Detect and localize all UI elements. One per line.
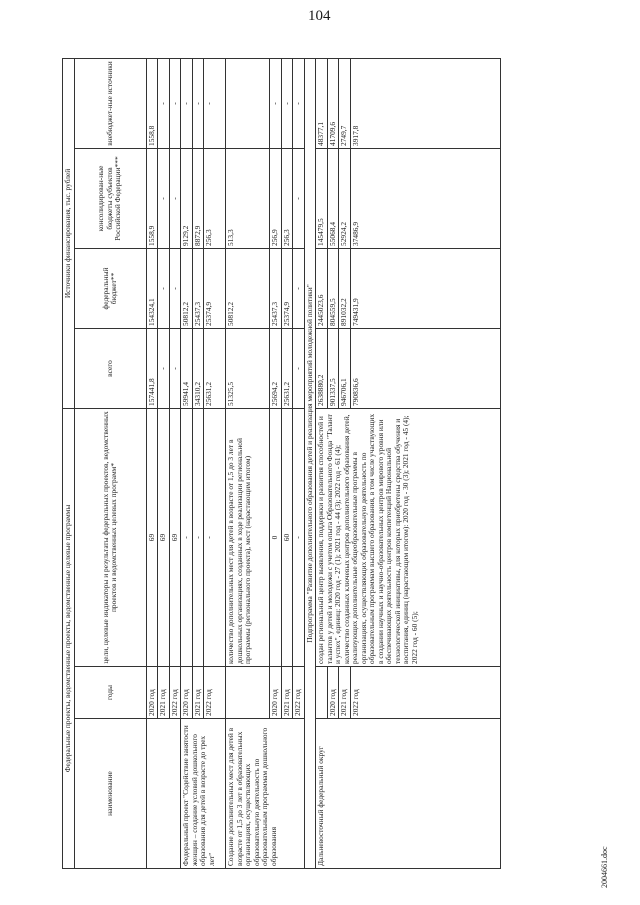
total-cell: - [293, 328, 305, 408]
goal-cell: - [204, 408, 226, 666]
year-cell: 2021 год [281, 667, 293, 719]
regional-cell: 37486,9 [350, 148, 500, 248]
federal-cell: 50812,2 [226, 248, 270, 328]
regional-cell: 145479,5 [316, 148, 328, 248]
regional-cell: 9129,2 [181, 148, 193, 248]
total-cell: 34310,2 [192, 328, 204, 408]
federal-cell: 50812,2 [181, 248, 193, 328]
total-cell: - [158, 328, 170, 408]
regional-cell: 55068,4 [327, 148, 339, 248]
federal-cell: 804559,5 [327, 248, 339, 328]
federal-cell: 25374,9 [204, 248, 226, 328]
total-cell: 51325,5 [226, 328, 270, 408]
goal-cell: 60 [281, 408, 293, 666]
col-extrabudget: внебюджет-ные источники [74, 58, 146, 148]
goal-cell: 0 [270, 408, 282, 666]
footer-filename: 2004661.doc [600, 846, 609, 888]
year-cell: 2022 год [293, 667, 305, 719]
federal-cell: 25437,3 [192, 248, 204, 328]
total-cell: 790836,6 [350, 328, 500, 408]
subprogram-row [304, 58, 316, 868]
year-cell: 2021 год [158, 667, 170, 719]
year-cell: 2022 год [169, 667, 181, 719]
header-group-left: Федеральные проекты, ведомственные проекты, ведомственные целевые программы [63, 408, 75, 868]
regional-cell: 513,3 [226, 148, 270, 248]
year-cell: 2020 год [327, 667, 339, 719]
project-name: Федеральный проект "Содействие занятости женщин – создание условий дошкольного образования для детей в возрасте до трех лет" [181, 719, 226, 869]
table-row [146, 58, 158, 868]
regional-cell: 1558,9 [146, 148, 158, 248]
col-total: всего [74, 328, 146, 408]
extrabudget-cell: - [181, 58, 193, 148]
extrabudget-cell: 48377,1 [316, 58, 328, 148]
regional-cell: - [158, 148, 170, 248]
goal-text: количество дополнительных мест для детей в возрасте от 1,5 до 3 лет в дошкольных организациях, созданных в ходе реализации региональной программы (регионального проекта), мест (нарастающим итогом) [226, 408, 270, 666]
extrabudget-cell: - [204, 58, 226, 148]
federal-cell: 749431,9 [350, 248, 500, 328]
total-cell: 25631,2 [204, 328, 226, 408]
extrabudget-cell: - [281, 58, 293, 148]
project-name: Создание дополнительных мест для детей в возрасте от 1,5 до 3 лет в образовательных организациях, осуществляющих образовательную деятельность по образовательным программам дошкольного образования [226, 719, 305, 869]
year-cell: 2020 год [146, 667, 158, 719]
federal-cell: 154324,1 [146, 248, 158, 328]
regional-cell: - [293, 148, 305, 248]
header-group-right: Источники финансирования, тыс. рублей [63, 58, 75, 408]
table-row [158, 58, 170, 868]
extrabudget-cell: 41709,6 [327, 58, 339, 148]
goal-cell: - [192, 408, 204, 666]
federal-cell: - [169, 248, 181, 328]
year-cell: 2020 год [181, 667, 193, 719]
federal-cell: - [293, 248, 305, 328]
federal-cell: 891032,2 [339, 248, 351, 328]
regional-cell: 256,3 [281, 148, 293, 248]
total-cell: 946706,1 [339, 328, 351, 408]
regional-cell: 8872,9 [192, 148, 204, 248]
table-row [169, 58, 181, 868]
year-cell: 2020 год [270, 667, 282, 719]
table-row [316, 58, 328, 868]
district-name: Дальневосточный федеральный округ [316, 719, 501, 869]
federal-cell: 2445023,6 [316, 248, 328, 328]
goal-cell: - [293, 408, 305, 666]
total-cell: 59941,4 [181, 328, 193, 408]
total-cell: 901337,5 [327, 328, 339, 408]
extrabudget-cell: - [169, 58, 181, 148]
total-cell: - [169, 328, 181, 408]
regional-cell: 256,9 [270, 148, 282, 248]
year-cell: 2022 год [204, 667, 226, 719]
rotated-table-wrapper [62, 59, 622, 869]
goal-cell: - [181, 408, 193, 666]
col-goals: цели, целевые индикаторы и результаты федеральных проектов, ведомственных проектов и ведомственных целевых программ* [74, 408, 146, 666]
financing-table [62, 58, 501, 869]
extrabudget-cell: - [192, 58, 204, 148]
total-cell: 157441,8 [146, 328, 158, 408]
extrabudget-cell: - [158, 58, 170, 148]
subprogram-title: Подпрограмма "Развитие дополнительного образования детей и реализация мероприятий молодежной политики" [304, 58, 316, 868]
extrabudget-cell: 2749,7 [339, 58, 351, 148]
regional-cell: 52924,2 [339, 148, 351, 248]
regional-cell: - [169, 148, 181, 248]
year-cell: 2021 год [192, 667, 204, 719]
goal-cell: 69 [146, 408, 158, 666]
total-cell: 25631,2 [281, 328, 293, 408]
col-name: наименование [74, 719, 146, 869]
regional-cell: 256,3 [204, 148, 226, 248]
goal-cell: 69 [169, 408, 181, 666]
table-row [226, 58, 270, 868]
col-years: годы [74, 667, 146, 719]
extrabudget-cell: 3917,8 [350, 58, 500, 148]
total-cell: 2638880,2 [316, 328, 328, 408]
federal-cell: 25374,9 [281, 248, 293, 328]
goal-cell: 69 [158, 408, 170, 666]
extrabudget-cell: - [293, 58, 305, 148]
year-cell: 2022 год [350, 667, 500, 719]
federal-cell: - [158, 248, 170, 328]
extrabudget-cell: - [270, 58, 282, 148]
federal-cell: 25437,3 [270, 248, 282, 328]
col-regional: консолидирован-ные бюджеты субъектов Российской Федерации*** [74, 148, 146, 248]
page-number: 104 [308, 8, 331, 24]
total-cell: 25694,2 [270, 328, 282, 408]
extrabudget-cell: 1558,8 [146, 58, 158, 148]
goal-text: создан региональный центр выявления, поддержки и развития способностей и талантов у детей и молодежи с учетом опыта Образовательного Фонда "Талант и успех", единиц: 2020 год - 27 (1); 2021 год - 44 (3); 2022 год - 61 (4); количество созданных ключевых центров дополнительного образования детей, реализующих дополнительные общеобразовательные программы в организациях, осуществляющих образовательную деятельность по образовательным программам высшего образования, в том числе участвующих в создании научных и научно-образовательных центров мирового уровня или обеспечивающих деятельность центров компетенций Национальной технологической инициативы, для которых приобретены средства обучения и воспитания, единиц (нарастающим итогом): 2020 год - 30 (3); 2021 год - 45 (4); 2022 год - 60 (5); [316, 408, 501, 666]
year-cell: 2021 год [339, 667, 351, 719]
table-row [181, 58, 193, 868]
col-federal: федеральный бюджет** [74, 248, 146, 328]
